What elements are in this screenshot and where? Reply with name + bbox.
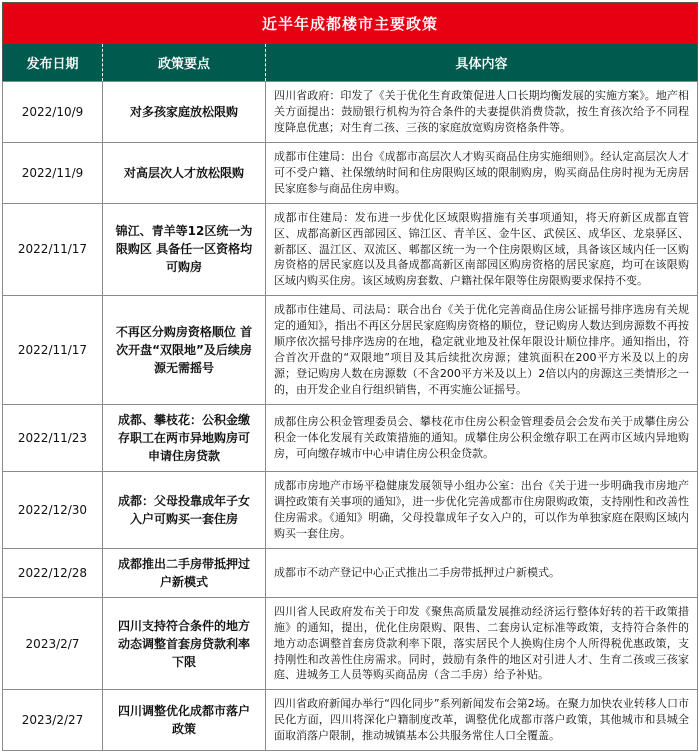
policy-content: 四川省政府：印发了《关于优化生育政策促进人口长期均衡发展的实施方案》。地产相关方面提出：鼓励银行机构为符合条件的夫妻提供消费贷款，按生育孩次给予不同程度降息优惠；对生育二孩、三孩的家庭放宽购房资格条件等。 — [266, 82, 698, 143]
table-row — [3, 203, 698, 296]
policy-content: 成都市不动产登记中心正式推出二手房带抵押过户新模式。 — [266, 548, 698, 597]
column-header-content: 具体内容 — [266, 44, 698, 82]
table-row — [3, 296, 698, 405]
table-row — [3, 471, 698, 548]
policy-table — [2, 2, 698, 751]
table-row — [3, 142, 698, 203]
title-row — [3, 3, 698, 45]
policy-point: 不再区分购房资格顺位 首次开盘“双限地”及后续房源无需摇号 — [103, 296, 266, 405]
policy-point: 锦江、青羊等12区统一为限购区 具备任一区资格均可购房 — [103, 203, 266, 296]
policy-content: 成都市住建局、司法局：联合出台《关于优化完善商品住房公证摇号排序选房有关规定的通知》，指出不再区分居民家庭购房资格的顺位，登记购房人数达到房源数不再按顺序依次摇号排序选房的在地，稳定就业地及社保年限设计顺位排序。通知指出，符合首次开盘的“双限地”项目及其后续批次房源；建筑面积在200平方米及以上的房源；登记购房人数在房源数（不含200平方米及以上）2倍以内的房源这三类情形之一的，由开发企业自行组织销售，不再实施公证摇号。 — [266, 296, 698, 405]
policy-content: 成都市住建局：出台《成都市高层次人才购买商品住房实施细则》。经认定高层次人才可不受户籍、社保缴纳时间和住房限购区域的限制购房，购买商品住房时视为无房居民家庭参与商品住房申购。 — [266, 142, 698, 203]
policy-date: 2022/12/30 — [3, 471, 103, 548]
table-row — [3, 82, 698, 143]
column-header-point: 政策要点 — [103, 44, 266, 82]
policy-content: 四川省政府新闻办举行“四化同步”系列新闻发布会第2场。在聚力加快农业转移人口市民化方面，四川将深化户籍制度改革，调整优化成都市落户政策，其他城市和县城全面取消落户限制，推动城镇基本公共服务常住人口全覆盖。 — [266, 690, 698, 751]
policy-date: 2022/11/9 — [3, 142, 103, 203]
policy-point: 四川调整优化成都市落户政策 — [103, 690, 266, 751]
policy-date: 2022/11/23 — [3, 404, 103, 471]
policy-content: 成都市房地产市场平稳健康发展领导小组办公室：出台《关于进一步明确我市房地产调控政策有关事项的通知》，进一步优化完善成都市住房限购政策，支持刚性和改善性住房需求。《通知》明确，父母投靠成年子女入户的，可以作为单独家庭在限购区域内购买一套住房。 — [266, 471, 698, 548]
policy-date: 2022/12/28 — [3, 548, 103, 597]
policy-date: 2023/2/27 — [3, 690, 103, 751]
policy-date: 2022/10/9 — [3, 82, 103, 143]
table-row — [3, 597, 698, 690]
policy-date: 2023/2/7 — [3, 597, 103, 690]
policy-point: 对高层次人才放松限购 — [103, 142, 266, 203]
policy-content: 四川省人民政府发布关于印发《聚焦高质量发展推动经济运行整体好转的若干政策措施》的通知，提出，优化住房限购、限售、二套房认定标准等政策，支持符合条件的地方动态调整首套房贷款利率下限，落实居民个人换购住房个人所得税优惠政策，支持刚性和改善性住房需求。同时，鼓励有条件的地区对引进人才、生育二孩或三孩家庭、进城务工人员等购买商品房（含二手房）给予补贴。 — [266, 597, 698, 690]
table-row — [3, 548, 698, 597]
policy-content: 成都住房公积金管理委员会、攀枝花市住房公积金管理委员会会发布关于成攀住房公积金一体化发展有关政策措施的通知。成攀住房公积金缴存职工在两市区域内异地购房，可向缴存城市中心申请住房公积金贷款。 — [266, 404, 698, 471]
policy-content: 成都市住建局：发布进一步优化区域限购措施有关事项通知，将天府新区成都直管区、成都高新区西部园区、锦江区、青羊区、金牛区、武侯区、成华区、龙泉驿区、新都区、温江区、双流区、郫都区统一为一个住房限购区域，具备该区域内任一区购房资格的居民家庭以及具备成都高新区南部园区购房资格的居民家庭，均可在该限购区域内购买住房。该区域购房套数、户籍社保年限等住房限购要求保持不变。 — [266, 203, 698, 296]
policy-date: 2022/11/17 — [3, 296, 103, 405]
policy-point: 四川支持符合条件的地方动态调整首套房贷款利率下限 — [103, 597, 266, 690]
table-header-row — [3, 44, 698, 82]
policy-point: 对多孩家庭放松限购 — [103, 82, 266, 143]
policy-point: 成都、攀枝花：公积金缴存职工在两市异地购房可申请住房贷款 — [103, 404, 266, 471]
table-row — [3, 404, 698, 471]
policy-point: 成都推出二手房带抵押过户新模式 — [103, 548, 266, 597]
page-title: 近半年成都楼市主要政策 — [3, 3, 698, 45]
table-row — [3, 690, 698, 751]
policy-point: 成都：父母投靠成年子女入户可购买一套住房 — [103, 471, 266, 548]
policy-date: 2022/11/17 — [3, 203, 103, 296]
column-header-date: 发布日期 — [3, 44, 103, 82]
